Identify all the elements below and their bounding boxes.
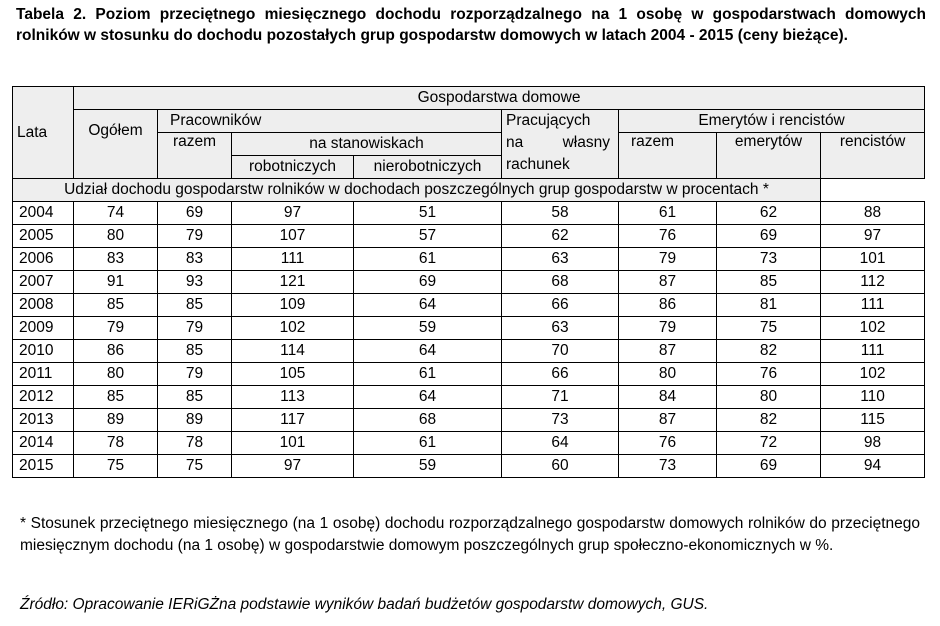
value-cell: 61: [354, 248, 502, 271]
value-cell: 80: [74, 363, 158, 386]
value-cell: 64: [354, 386, 502, 409]
year-cell: 2012: [13, 386, 74, 409]
table-row: [13, 386, 925, 409]
year-cell: 2013: [13, 409, 74, 432]
table-row: [13, 317, 925, 340]
value-cell: 102: [232, 317, 354, 340]
value-cell: 66: [502, 294, 619, 317]
header-pracujacych-line2: [506, 132, 614, 154]
header-pracownikow-razem: razem: [158, 133, 232, 179]
value-cell: 75: [74, 455, 158, 478]
value-cell: 68: [502, 271, 619, 294]
value-cell: 74: [74, 202, 158, 225]
value-cell: 102: [821, 317, 925, 340]
value-cell: 111: [821, 294, 925, 317]
value-cell: 83: [74, 248, 158, 271]
table-row: [13, 202, 925, 225]
income-table: [12, 86, 925, 478]
value-cell: 83: [158, 248, 232, 271]
value-cell: 89: [158, 409, 232, 432]
value-cell: 85: [158, 340, 232, 363]
value-cell: 79: [158, 225, 232, 248]
year-cell: 2006: [13, 248, 74, 271]
value-cell: 73: [717, 248, 821, 271]
value-cell: 61: [354, 363, 502, 386]
year-cell: 2015: [13, 455, 74, 478]
value-cell: 62: [502, 225, 619, 248]
table-row: [13, 271, 925, 294]
value-cell: 105: [232, 363, 354, 386]
value-cell: 87: [619, 340, 717, 363]
value-cell: 60: [502, 455, 619, 478]
value-cell: 114: [232, 340, 354, 363]
value-cell: 64: [354, 340, 502, 363]
value-cell: 111: [232, 248, 354, 271]
value-cell: 79: [619, 248, 717, 271]
footnote: * Stosunek przeciętnego miesięcznego (na 1 osobę) dochodu rozporządzalnego gospodarstw domowych rolników do przeciętnego miesięcznym dochodu (na 1 osobę) w gospodarstwie domowym poszczególnych grup społeczno-ekonomicznych w %.: [20, 515, 920, 554]
value-cell: 79: [158, 317, 232, 340]
value-cell: 68: [354, 409, 502, 432]
header-pracujacych-wlasny: własny: [562, 134, 610, 151]
value-cell: 82: [717, 409, 821, 432]
value-cell: 61: [619, 202, 717, 225]
header-ogolem: Ogółem: [74, 110, 158, 179]
value-cell: 85: [158, 294, 232, 317]
value-cell: 62: [717, 202, 821, 225]
table-row: [13, 432, 925, 455]
table-title: Tabela 2. Poziom przeciętnego miesięcznego dochodu rozporządzalnego na 1 osobę w gospodarstwach domowych rolników w stosunku do dochodu pozostałych grup gospodarstw domowych w latach 2004 - 2015 (ceny bieżące).: [16, 6, 926, 44]
value-cell: 78: [74, 432, 158, 455]
value-cell: 76: [619, 432, 717, 455]
value-cell: 76: [619, 225, 717, 248]
header-nierobotniczych: nierobotniczych: [354, 156, 502, 179]
header-pracujacych-na-wlasny-rachunek: [502, 110, 619, 179]
value-cell: 113: [232, 386, 354, 409]
value-cell: 85: [717, 271, 821, 294]
value-cell: 80: [74, 225, 158, 248]
header-emerytow: emerytów: [717, 133, 821, 179]
value-cell: 89: [74, 409, 158, 432]
header-rencistow: rencistów: [821, 133, 925, 179]
value-cell: 69: [717, 225, 821, 248]
value-cell: 79: [158, 363, 232, 386]
year-cell: 2004: [13, 202, 74, 225]
year-cell: 2007: [13, 271, 74, 294]
year-cell: 2010: [13, 340, 74, 363]
value-cell: 69: [354, 271, 502, 294]
value-cell: 73: [619, 455, 717, 478]
value-cell: 82: [717, 340, 821, 363]
year-cell: 2011: [13, 363, 74, 386]
value-cell: 112: [821, 271, 925, 294]
year-cell: 2005: [13, 225, 74, 248]
value-cell: 58: [502, 202, 619, 225]
value-cell: 84: [619, 386, 717, 409]
value-cell: 101: [232, 432, 354, 455]
value-cell: 87: [619, 271, 717, 294]
value-cell: 87: [619, 409, 717, 432]
value-cell: 97: [821, 225, 925, 248]
table-row: [13, 294, 925, 317]
value-cell: 64: [354, 294, 502, 317]
value-cell: 76: [717, 363, 821, 386]
value-cell: 91: [74, 271, 158, 294]
header-udzial: Udział dochodu gospodarstw rolników w dochodach poszczególnych grup gospodarstw w procentach *: [13, 179, 821, 202]
value-cell: 61: [354, 432, 502, 455]
value-cell: 86: [619, 294, 717, 317]
value-cell: 69: [158, 202, 232, 225]
value-cell: 66: [502, 363, 619, 386]
table-row: [13, 455, 925, 478]
header-emerytow-i-rencistow: Emerytów i rencistów: [619, 110, 925, 133]
header-pracujacych-line3: rachunek: [506, 156, 570, 173]
value-cell: 51: [354, 202, 502, 225]
value-cell: 80: [619, 363, 717, 386]
value-cell: 121: [232, 271, 354, 294]
source-note: Źródło: Opracowanie IERiGŻna podstawie wyników badań budżetów gospodarstw domowych, GUS.: [20, 596, 709, 613]
header-robotniczych: robotniczych: [232, 156, 354, 179]
value-cell: 69: [717, 455, 821, 478]
header-na-stanowiskach: na stanowiskach: [232, 133, 502, 156]
value-cell: 93: [158, 271, 232, 294]
table-row: [13, 248, 925, 271]
table-row: [13, 409, 925, 432]
value-cell: 57: [354, 225, 502, 248]
value-cell: 63: [502, 248, 619, 271]
value-cell: 59: [354, 455, 502, 478]
value-cell: 97: [232, 202, 354, 225]
value-cell: 117: [232, 409, 354, 432]
value-cell: 64: [502, 432, 619, 455]
header-lata: Lata: [13, 87, 74, 179]
value-cell: 63: [502, 317, 619, 340]
value-cell: 70: [502, 340, 619, 363]
value-cell: 110: [821, 386, 925, 409]
value-cell: 97: [232, 455, 354, 478]
value-cell: 79: [619, 317, 717, 340]
value-cell: 78: [158, 432, 232, 455]
value-cell: 98: [821, 432, 925, 455]
value-cell: 86: [74, 340, 158, 363]
value-cell: 79: [74, 317, 158, 340]
value-cell: 102: [821, 363, 925, 386]
header-gospodarstwa-domowe: Gospodarstwa domowe: [74, 87, 925, 110]
value-cell: 101: [821, 248, 925, 271]
year-cell: 2009: [13, 317, 74, 340]
value-cell: 72: [717, 432, 821, 455]
value-cell: 85: [74, 386, 158, 409]
table-row: [13, 225, 925, 248]
value-cell: 94: [821, 455, 925, 478]
value-cell: 85: [158, 386, 232, 409]
value-cell: 81: [717, 294, 821, 317]
year-cell: 2008: [13, 294, 74, 317]
header-pracujacych-line1: Pracujących: [506, 112, 591, 129]
header-emer-razem: razem: [619, 133, 717, 179]
value-cell: 75: [717, 317, 821, 340]
table-row: [13, 340, 925, 363]
value-cell: 75: [158, 455, 232, 478]
value-cell: 111: [821, 340, 925, 363]
value-cell: 73: [502, 409, 619, 432]
value-cell: 107: [232, 225, 354, 248]
table-row: [13, 363, 925, 386]
header-pracujacych-na: na: [506, 134, 524, 151]
value-cell: 80: [717, 386, 821, 409]
value-cell: 59: [354, 317, 502, 340]
value-cell: 71: [502, 386, 619, 409]
value-cell: 115: [821, 409, 925, 432]
year-cell: 2014: [13, 432, 74, 455]
value-cell: 85: [74, 294, 158, 317]
header-pracownikow: Pracowników: [158, 110, 502, 133]
value-cell: 109: [232, 294, 354, 317]
value-cell: 88: [821, 202, 925, 225]
